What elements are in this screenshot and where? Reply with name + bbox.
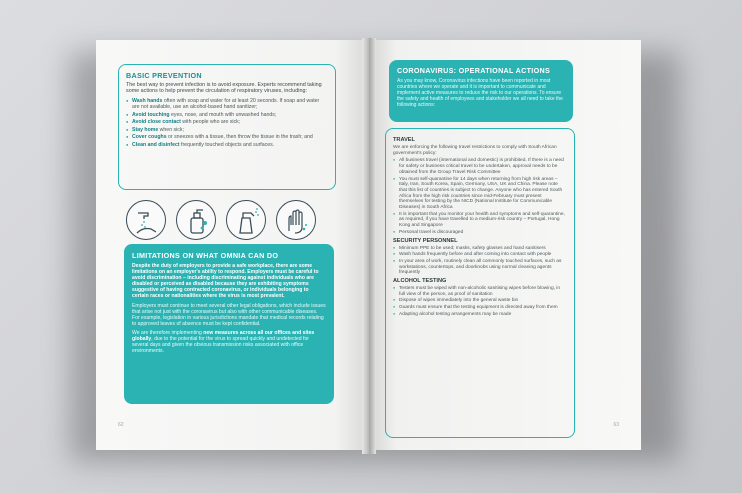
list-item-text: frequently touched objects and surfaces. — [179, 141, 275, 148]
list-item — [126, 134, 328, 140]
list-item-bold: Clean and disinfect — [132, 141, 180, 148]
list-item: ● Testers must be wiped with non-alcoholic sanitising wipes before blowing, in full view of the person, as proof of sanitation — [393, 286, 567, 297]
list-item-text: often with soap and water for at least 20 seconds. If soap and water are not available, use an alcohol-based hand sanitizer; — [132, 97, 320, 111]
prevention-list — [126, 98, 328, 148]
list-item-text: when sick; — [158, 126, 184, 133]
list-item: ● Wash hands frequently before and after coming into contact with people — [393, 252, 567, 258]
list-item-text: with people who are sick; — [180, 119, 241, 126]
book-gutter — [362, 38, 376, 454]
travel-intro: We are enforcing the following travel restrictions to comply with South African government's policy: — [393, 145, 557, 156]
travel-title: TRAVEL — [393, 137, 415, 143]
p3-pre: We are therefore implementing — [132, 329, 204, 336]
list-item — [126, 142, 328, 148]
list-item: ● All business travel (international and domestic) is prohibited. If there is a need for safety or business critical travel to be undertaken, approval needs to be obtained from the Group Travel Risk Committee — [393, 158, 567, 175]
list-item — [126, 127, 328, 133]
soap-dispenser-icon — [176, 200, 216, 240]
list-item — [126, 98, 328, 111]
list-item: ● Adapting alcohol testing arrangements may be made — [393, 312, 567, 318]
spray-bottle-icon — [226, 200, 266, 240]
hand-sanitizing-icon — [276, 200, 316, 240]
list-item-text: or sneezes with a tissue, then throw the tissue in the trash; and — [166, 134, 313, 141]
list-item: ● Dispose of wipes immediately into the general waste bin — [393, 298, 567, 304]
list-item: ● Minimum PPE to be used; masks, safety glasses and hand sanitisers — [393, 246, 567, 252]
limitations-paragraph-1: Despite the duty of employers to provide a safe workplace, there are some limitations on an employer's ability to respond. Employers must be careful to avoid discrimination – including discriminating against individuals who are disabled or perceived as disabled because they are exhibiting symptoms suggestive of having contracted coronavirus, or individuals belonging to certain races or nationalities where the virus is most prevalent. — [132, 263, 319, 300]
limitations-paragraph-2: Employers must continue to meet several other legal obligations, which include issues that arise not just with the coronavirus but also with other communicable diseases. For example, legislation in various jurisdictions mandate that medical records relating to approved leaves of absence must be kept confidential. — [132, 302, 326, 327]
basic-prevention-intro: The best way to prevent infection is to avoid exposure. Experts recommend taking some actions to help prevent the circulation of respiratory viruses, including: — [126, 82, 322, 95]
travel-list — [393, 158, 567, 235]
security-title: SECURITY PERSONNEL — [393, 237, 458, 244]
list-item — [126, 119, 328, 125]
list-item-bold: Avoid touching — [132, 111, 170, 118]
limitations-box — [124, 244, 334, 404]
list-item: ● In your area of work, routinely clean all commonly touched surfaces, such as workstations, countertops, and doorknobs using normal cleaning agents frequently — [393, 259, 567, 276]
left-page — [96, 40, 368, 450]
alcohol-title: ALCOHOL TESTING — [393, 278, 447, 285]
list-item: ● Guards must ensure that the testing equipment is directed away from them — [393, 305, 567, 311]
operational-actions-box — [389, 60, 573, 122]
list-item: ● You must self-quarantine for 14 days when returning from high risk areas – Italy, Iran, South Korea, Spain, Germany, USA, UK and China. Please note that this list of countries is subject to change. Anyone who has entered South Africa from the high risk countries since mid-February must present themselves for testing by the NICD (National Institute for Communicable Diseases) in South Africa — [393, 177, 567, 211]
list-item: ● It is important that you monitor your health and symptoms and self-quarantine, as required, if you have travelled to a medium-risk country – Portugal, Hong Kong and Singapore — [393, 212, 567, 229]
right-page-number: 63 — [613, 422, 619, 428]
prevention-icons-row — [126, 200, 336, 244]
basic-prevention-box — [118, 64, 336, 190]
list-item: ● Personal travel is discouraged — [393, 230, 567, 236]
list-item-bold: Wash hands — [132, 97, 163, 104]
p3-bold: new measures across all our offices and sites globally — [132, 329, 315, 343]
limitations-title: LIMITATIONS ON WHAT OMNIA CAN DO — [132, 251, 279, 260]
actions-details-box — [385, 128, 575, 438]
basic-prevention-title: BASIC PREVENTION — [126, 71, 202, 80]
list-item-bold: Cover coughs — [132, 134, 167, 141]
list-item-bold: Stay home — [132, 126, 159, 133]
list-item — [126, 112, 328, 118]
hand-washing-icon — [126, 200, 166, 240]
security-list — [393, 246, 567, 277]
alcohol-list — [393, 286, 567, 318]
right-page — [369, 40, 641, 450]
left-page-number: 62 — [118, 422, 124, 428]
list-item-text: eyes, nose, and mouth with unwashed hands; — [169, 111, 277, 118]
p3-post: , due to the potential for the virus to spread quickly and undetected for several days and given the obvious transmission risks associated with office environments. — [132, 336, 309, 355]
limitations-paragraph-3 — [132, 330, 326, 354]
operational-title: CORONAVIRUS: OPERATIONAL ACTIONS — [397, 66, 551, 75]
list-item-bold: Avoid close contact — [132, 119, 181, 126]
operational-text: As you may know, Coronavirus infections have been reported in most countries where we operate and it is important to communicate and implement active measures to reduce the risk to our operations. To ensure the safety and health of employees and stakeholder we all need to take the following actions: — [397, 78, 563, 108]
